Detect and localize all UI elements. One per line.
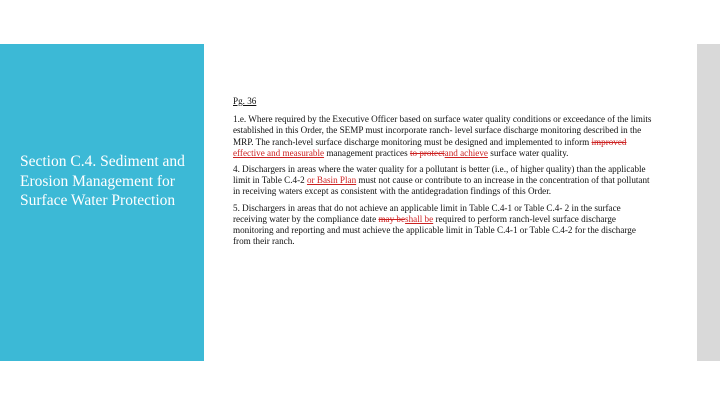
paragraph-text: 4. Dischargers in areas where the water quality for a pollutant is better (i.e., of higher quality) than the applicable limit in Table C.4-2 xyxy=(233,164,646,186)
paragraph-text: must not cause or contribute to an increase in the concentration of that pollutant in receiving waters except as consistent with the antidegradation findings of this Order. xyxy=(233,175,650,197)
paragraph-text: 5. Dischargers in areas that do not achieve an applicable limit in Table C.4-1 or Table C.4- 2 in the surface receiving water by the compliance date xyxy=(233,202,621,224)
slide-body xyxy=(233,96,653,252)
scroll-bar[interactable] xyxy=(697,44,720,361)
section-title: Section C.4. Sediment and Erosion Management for Surface Water Protection xyxy=(20,153,185,209)
inserted-text: and achieve xyxy=(444,147,488,158)
section-title-panel xyxy=(0,44,204,361)
paragraph-text: required to perform ranch-level surface discharge monitoring and reporting and must achieve the applicable limit in Table C.4-1 or Table C.4-2 for the discharge from their ranch. xyxy=(233,213,636,247)
paragraph-text: surface water quality. xyxy=(487,147,569,158)
paragraph-text: management practices xyxy=(324,147,410,158)
paragraph-text: 1.e. Where required by the Executive Officer based on surface water quality conditions or exceedance of the limits established in this Order, the SEMP must incorporate ranch- level surface discharge monitoring described in the MRP. The ranch-level surface discharge monitoring must be designed and implemented to inform xyxy=(233,114,652,147)
paragraph-4 xyxy=(233,164,653,198)
deleted-text: improved xyxy=(591,136,627,147)
paragraph-5 xyxy=(233,203,653,248)
paragraph-1e xyxy=(233,114,653,159)
inserted-text: effective and measurable xyxy=(233,147,325,158)
inserted-text: shall be xyxy=(405,213,434,224)
inserted-text: or Basin Plan xyxy=(306,175,357,186)
deleted-text: to protect xyxy=(409,147,445,158)
deleted-text: may be xyxy=(378,213,406,224)
page-number-label: Pg. 36 xyxy=(233,96,257,106)
